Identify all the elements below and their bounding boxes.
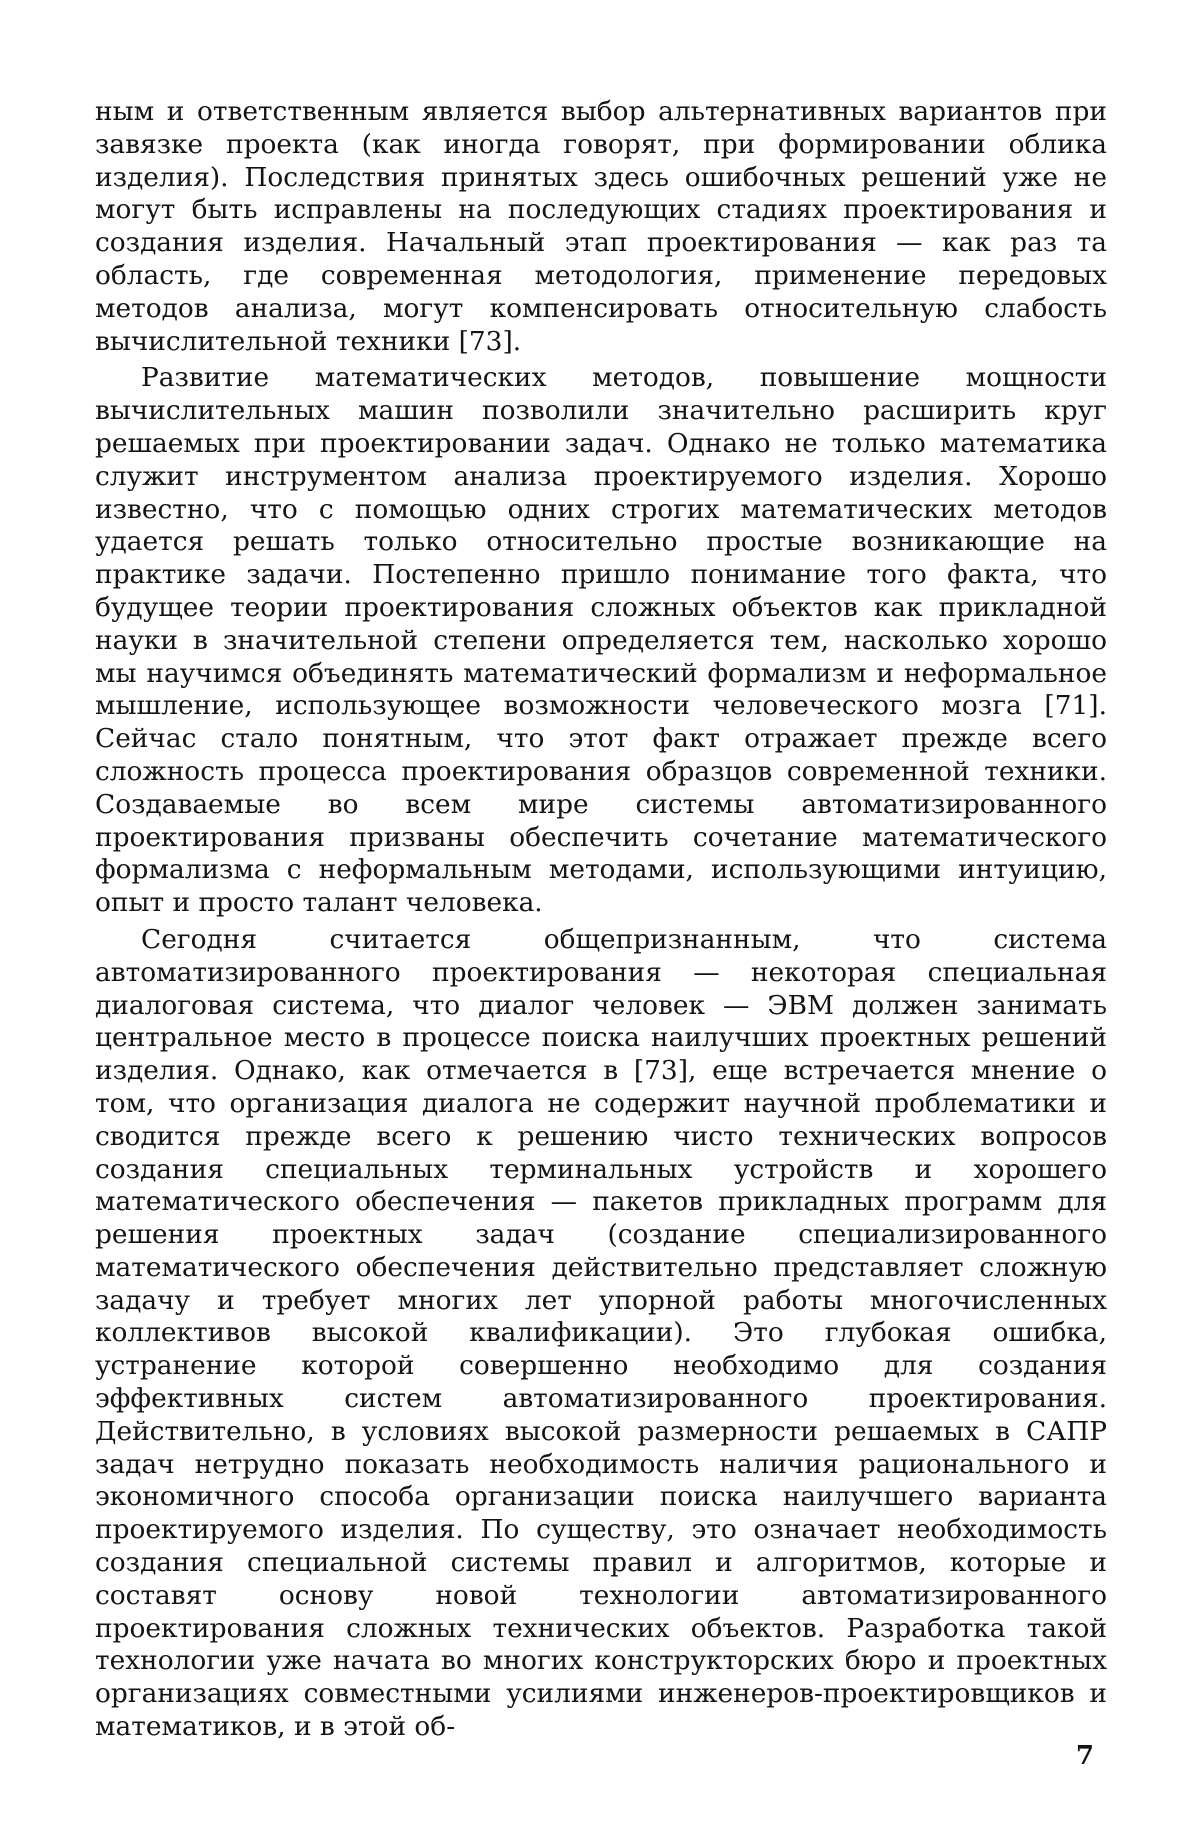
paragraph-2: Развитие математических методов, повышение мощности вычислительных машин позволили значительно расширить круг решаемых при проектировании задач. Однако не только математика служит инструментом анализа проектируемого изделия. Хорошо известно, что с помощью одних строгих математических методов удается решать только относительно простые возникающие на практике задачи. Постепенно пришло понимание того факта, что будущее теории проектирования сложных объектов как прикладной науки в значительной степени определяется тем, насколько хорошо мы научимся объединять математический формализм и неформальное мышление, использующее возможности человеческого мозга [71]. Сейчас стало понятным, что этот факт отражает прежде всего сложность процесса проектирования образцов современной техники. Создаваемые во всем мире системы автоматизированного проектирования призваны обеспечить сочетание математического формализма с неформальным методами, использующими интуицию, опыт и просто талант человека. (95, 362, 1107, 919)
page-number: 7 (1075, 1741, 1094, 1771)
paragraph-3: Сегодня считается общепризнанным, что система автоматизированного проектирования — некоторая специальная диалоговая система, что диалог человек — ЭВМ должен занимать центральное место в процессе поиска наилучших проектных решений изделия. Однако, как отмечается в [73], еще встречается мнение о том, что организация диалога не содержит научной проблематики и сводится прежде всего к решению чисто технических вопросов создания специальных терминальных устройств и хорошего математического обеспечения — пакетов прикладных программ для решения проектных задач (создание специализированного математического обеспечения действительно представляет сложную задачу и требует многих лет упорной работы многочисленных коллективов высокой квалификации). Это глубокая ошибка, устранение которой совершенно необходимо для создания эффективных систем автоматизированного проектирования. Действительно, в условиях высокой размерности решаемых в САПР задач нетрудно показать необходимость наличия рационального и экономичного способа организации поиска наилучшего варианта проектируемого изделия. По существу, это означает необходимость создания специальной системы правил и алгоритмов, которые и составят основу новой технологии автоматизированного проектирования сложных технических объектов. Разработка такой технологии уже начата во многих конструкторских бюро и проектных организациях совместными усилиями инженеров-проектировщиков и математиков, и в этой об- (95, 923, 1107, 1743)
page-body (95, 96, 1107, 1748)
paragraph-1: ным и ответственным является выбор альтернативных вариантов при завязке проекта (как иногда говорят, при формировании облика изделия). Последствия принятых здесь ошибочных решений уже не могут быть исправлены на последующих стадиях проектирования и создания изделия. Начальный этап проектирования — как раз та область, где современная методология, применение передовых методов анализа, могут компенсировать относительную слабость вычислительной техники [73]. (95, 96, 1107, 357)
